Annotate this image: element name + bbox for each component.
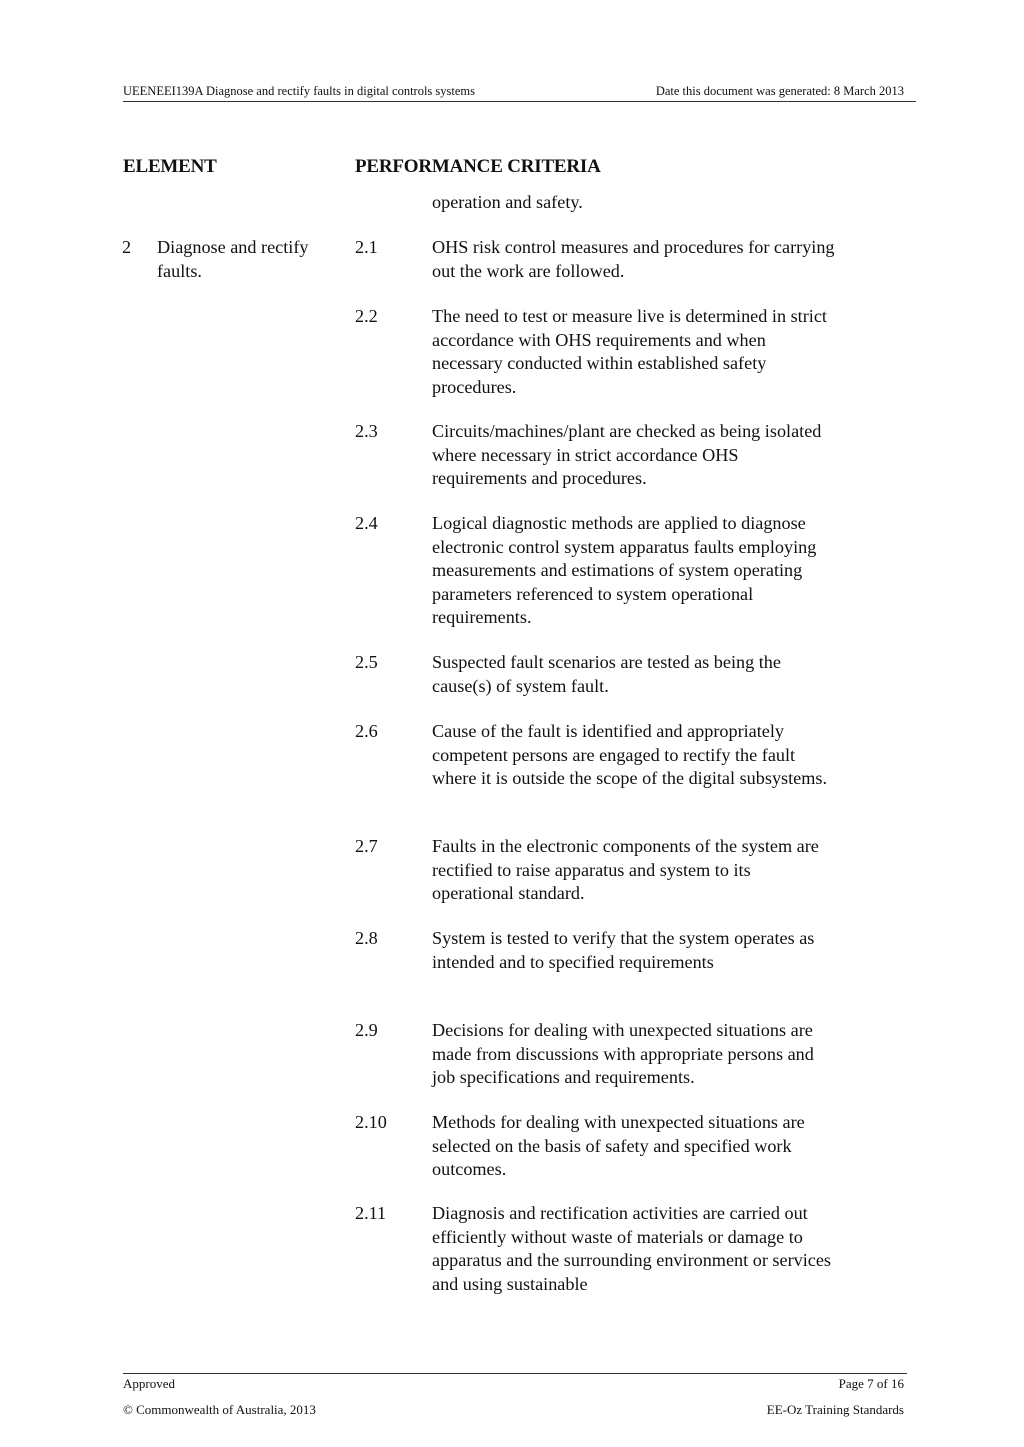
element-number: 2 <box>122 237 132 257</box>
criterion-number: 2.8 <box>355 928 378 948</box>
criterion-number: 2.11 <box>355 1203 387 1223</box>
criterion-text: Diagnosis and rectification activities are carried out efficiently without waste of materials or damage to apparatus and the surrounding environment or services and using sustainable <box>432 1203 831 1294</box>
footer-status: Approved <box>123 1376 175 1391</box>
footer-copyright: © Commonwealth of Australia, 2013 <box>123 1402 316 1417</box>
criterion-number: 2.10 <box>355 1112 387 1132</box>
criterion-number: 2.9 <box>355 1020 378 1040</box>
criteria-column-heading: PERFORMANCE CRITERIA <box>355 156 601 177</box>
footer-divider <box>123 1373 907 1374</box>
criterion-number: 2.7 <box>355 836 378 856</box>
footer-page-number: Page 7 of 16 <box>838 1376 904 1391</box>
criterion-text: Cause of the fault is identified and appropriately competent persons are engaged to rectify the fault where it is outside the scope of the digital subsystems. <box>432 721 828 788</box>
criterion-text: Logical diagnostic methods are applied to diagnose electronic control system apparatus faults employing measurements and estimations of system operating parameters referenced to system operational requirements. <box>432 513 817 627</box>
criterion-text: Suspected fault scenarios are tested as being the cause(s) of system fault. <box>432 652 781 696</box>
criterion-text: Methods for dealing with unexpected situations are selected on the basis of safety and specified work outcomes. <box>432 1112 805 1179</box>
footer-publisher: EE-Oz Training Standards <box>766 1402 904 1417</box>
criterion-text: System is tested to verify that the system operates as intended and to specified requirements <box>432 928 815 972</box>
element-column-heading: ELEMENT <box>123 156 217 177</box>
element-title: Diagnose and rectify faults. <box>157 237 309 281</box>
criteria-continuation-text: operation and safety. <box>432 192 583 212</box>
header-document-title: UEENEEI139A Diagnose and rectify faults in digital controls systems <box>123 84 476 98</box>
criterion-text: OHS risk control measures and procedures for carrying out the work are followed. <box>432 237 835 281</box>
criterion-number: 2.6 <box>355 721 378 741</box>
criterion-number: 2.3 <box>355 421 378 441</box>
header-divider <box>123 101 916 102</box>
criterion-number: 2.2 <box>355 306 378 326</box>
criterion-number: 2.4 <box>355 513 378 533</box>
criterion-text: Faults in the electronic components of the system are rectified to raise apparatus and system to its operational standard. <box>432 836 819 903</box>
criterion-number: 2.5 <box>355 652 378 672</box>
criterion-text: Decisions for dealing with unexpected situations are made from discussions with appropriate persons and job specifications and requirements. <box>432 1020 814 1087</box>
criterion-number: 2.1 <box>355 237 378 257</box>
header-generated-date: Date this document was generated: 8 March 2013 <box>655 84 904 98</box>
criterion-text: Circuits/machines/plant are checked as being isolated where necessary in strict accordance OHS requirements and procedures. <box>432 421 822 488</box>
criterion-text: The need to test or measure live is determined in strict accordance with OHS requirements and when necessary conducted within established safety procedures. <box>432 306 827 397</box>
